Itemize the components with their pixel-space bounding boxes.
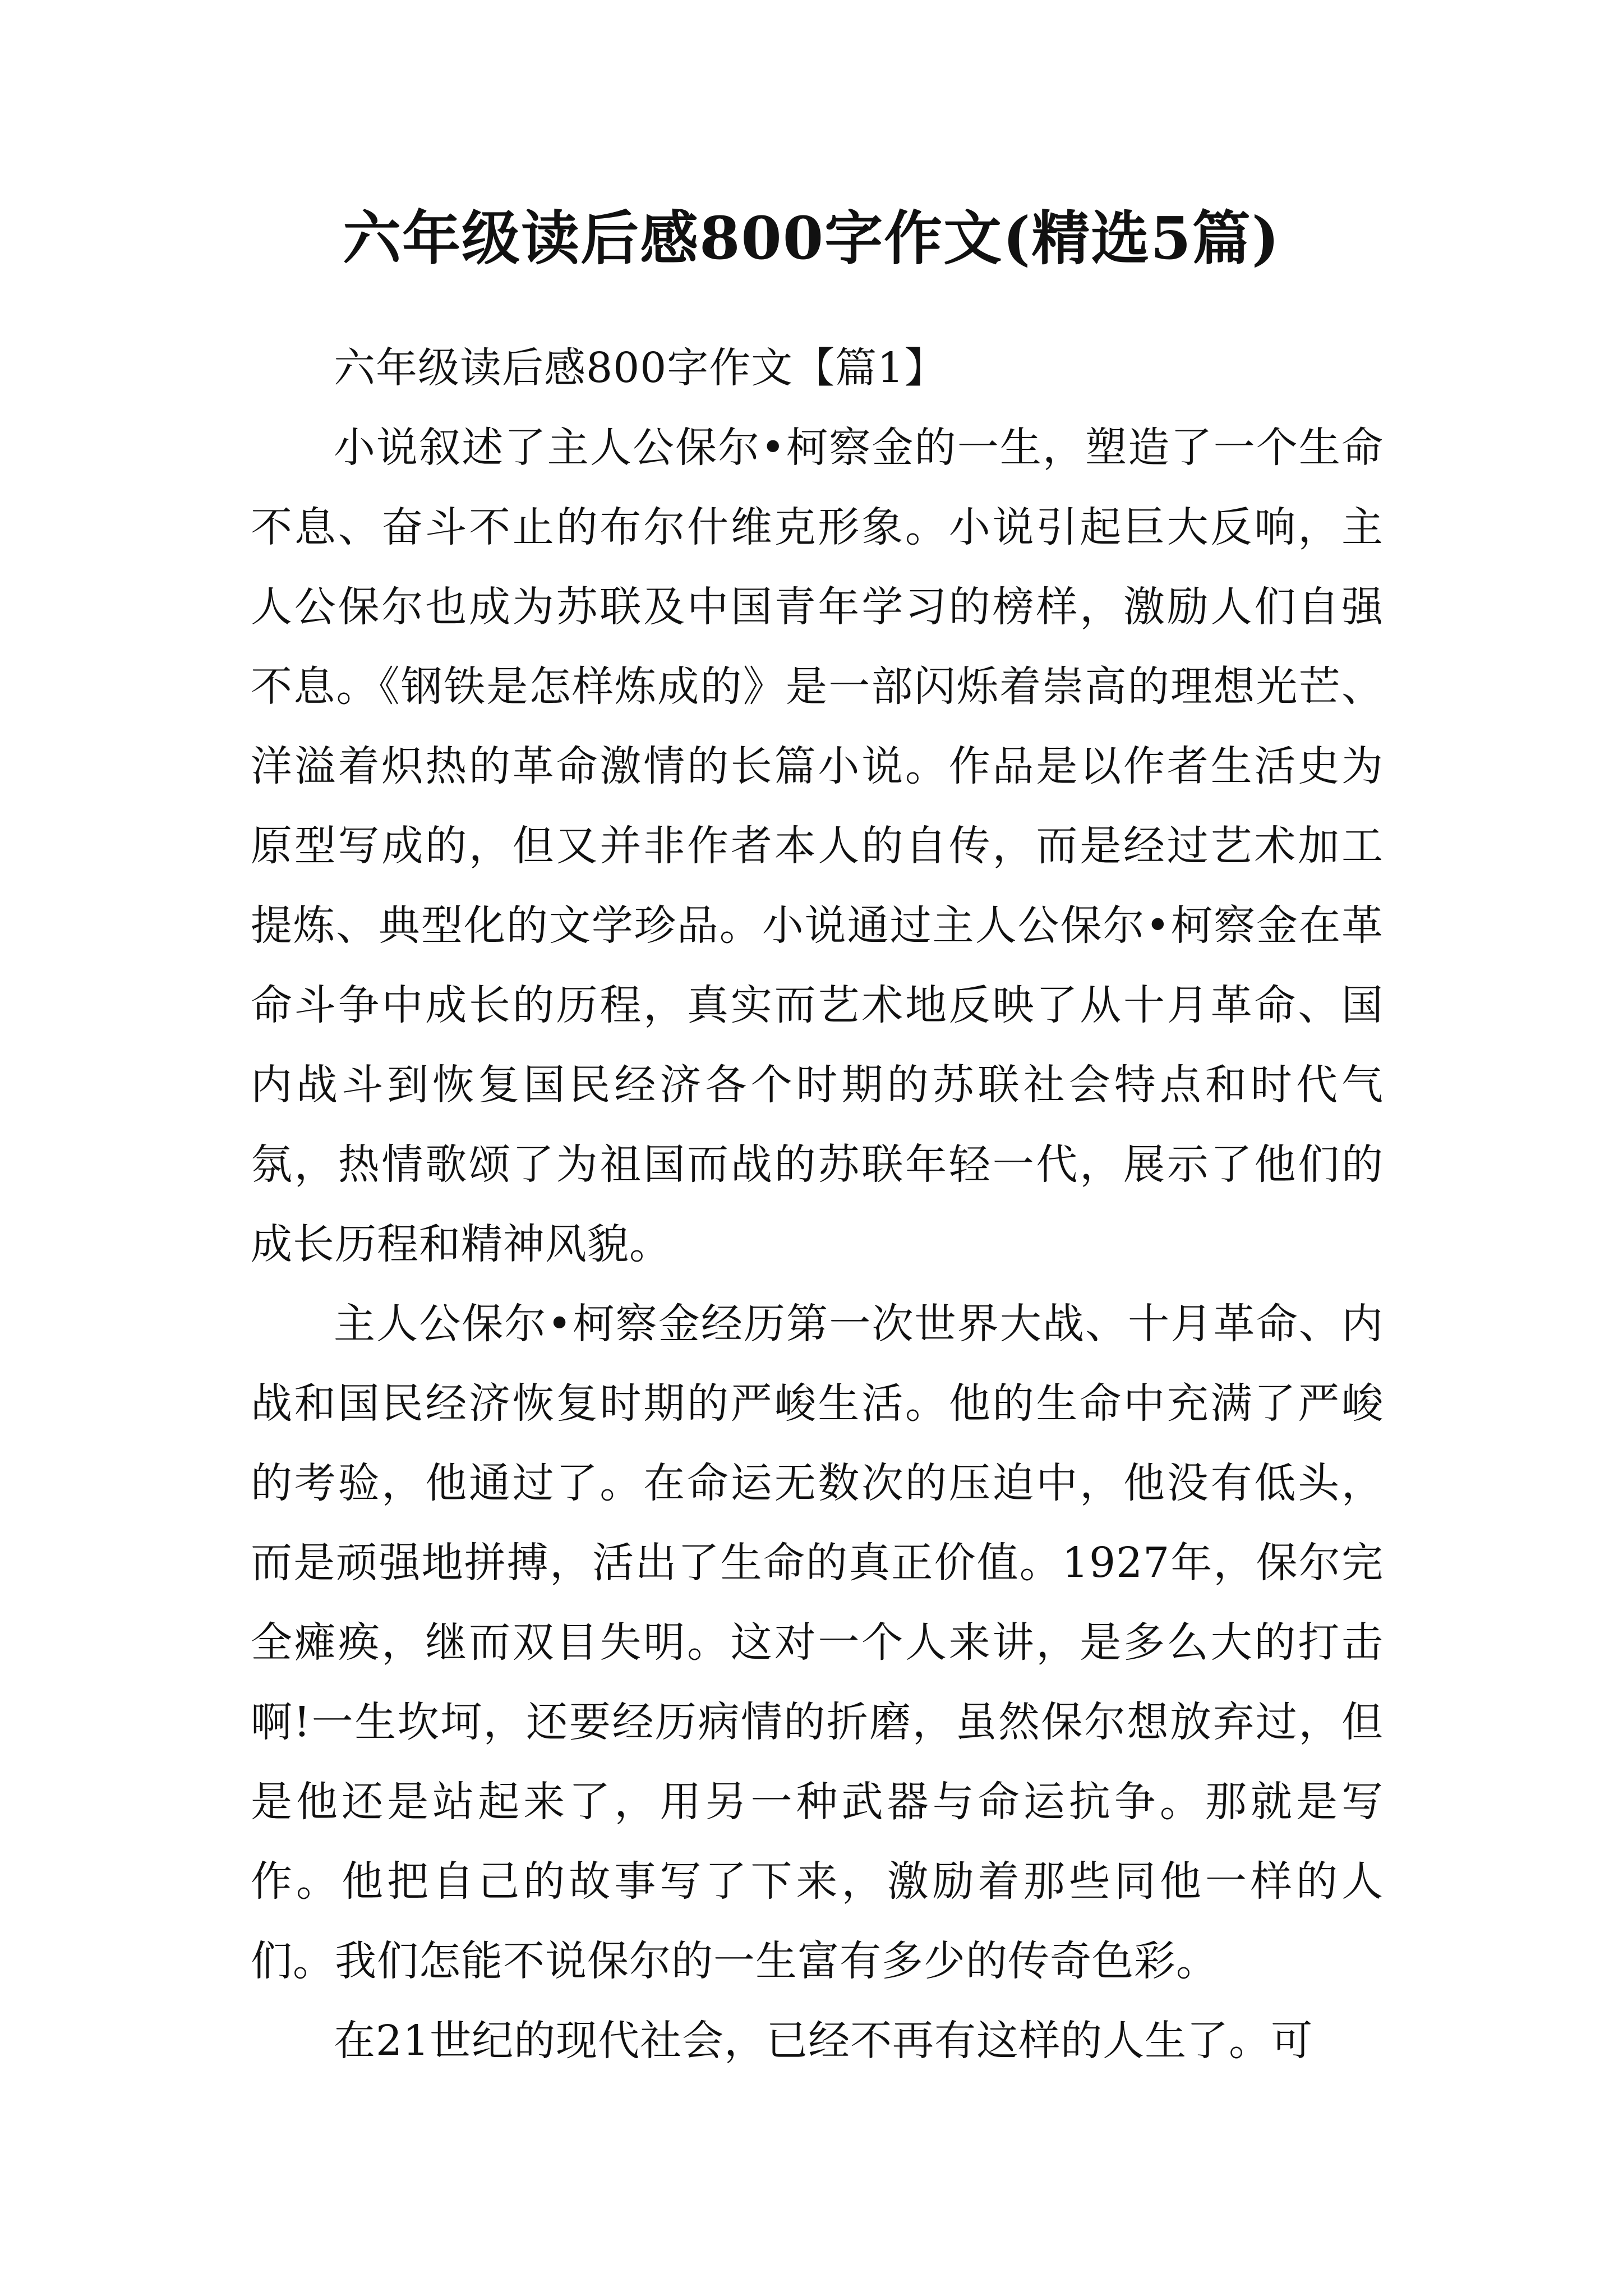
document-body [251, 328, 1384, 2081]
document-title: 六年级读后感800字作文(精选5篇) [343, 204, 1280, 273]
paragraph-3: 在21世纪的现代社会，已经不再有这样的人生了。可 [334, 2017, 1313, 2065]
paragraph-1: 小说叙述了主人公保尔•柯察金的一生，塑造了一个生命不息、奋斗不止的布尔什维克形象。小说引起巨大反响，主人公保尔也成为苏联及中国青年学习的榜样，激励人们自强不息。《钢铁是怎样炼成的》是一部闪烁着崇高的理想光芒、洋溢着炽热的革命激情的长篇小说。作品是以作者生活史为原型写成的，但又并非作者本人的自传，而是经过艺术加工提炼、典型化的文学珍品。小说通过主人公保尔•柯察金在革命斗争中成长的历程，真实而艺术地反映了从十月革命、国内战斗到恢复国民经济各个时期的苏联社会特点和时代气氛，热情歌颂了为祖国而战的苏联年轻一代，展示了他们的成长历程和精神风貌。 [251, 424, 1384, 1268]
paragraph-2: 主人公保尔•柯察金经历第一次世界大战、十月革命、内战和国民经济恢复时期的严峻生活。他的生命中充满了严峻的考验，他通过了。在命运无数次的压迫中，他没有低头，而是顽强地拼搏，活出了生命的真正价值。1927年，保尔完全瘫痪，继而双目失明。这对一个人来讲，是多么大的打击啊!一生坎坷，还要经历病情的折磨，虽然保尔想放弃过，但是他还是站起来了，用另一种武器与命运抗争。那就是写作。他把自己的故事写了下来，激励着那些同他一样的人们。我们怎能不说保尔的一生富有多少的传奇色彩。 [251, 1300, 1384, 1985]
section-heading: 六年级读后感800字作文【篇1】 [334, 344, 947, 392]
